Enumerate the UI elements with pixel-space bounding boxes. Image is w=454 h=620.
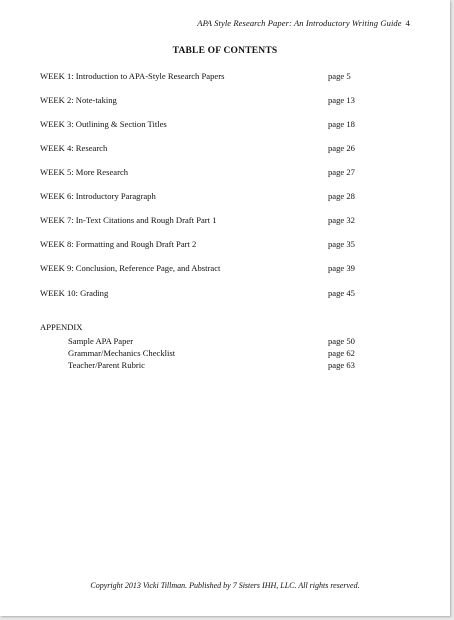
toc-entry-week-8: [40, 237, 380, 251]
appendix-item-label: Sample APA Paper: [68, 336, 134, 346]
running-head-title: APA Style Research Paper: An Introductory Writing Guide: [197, 18, 402, 28]
toc-entry-label: WEEK 10: Grading: [40, 288, 109, 298]
toc-entry-page: page 26: [328, 143, 355, 153]
toc-entry-page: page 5: [328, 71, 351, 81]
toc-entry-page: page 39: [328, 263, 355, 273]
toc-entry-page: page 27: [328, 167, 355, 177]
appendix-item-page: page 50: [328, 336, 355, 346]
toc-entry-week-7: [40, 213, 380, 227]
appendix-item-page: page 62: [328, 348, 355, 358]
toc-entry-week-10: [40, 286, 380, 300]
toc-entry-label: WEEK 4: Research: [40, 143, 108, 153]
toc-entry-page: page 35: [328, 239, 355, 249]
toc-entry-week-5: [40, 165, 380, 179]
toc-entry-label: WEEK 3: Outlining & Section Titles: [40, 119, 167, 129]
appendix-item-label: Teacher/Parent Rubric: [68, 360, 145, 370]
toc-entry-page: page 28: [328, 191, 355, 201]
toc-entry-label: WEEK 6: Introductory Paragraph: [40, 191, 156, 201]
appendix-item-checklist: [68, 347, 380, 359]
toc-entry-week-6: [40, 189, 380, 203]
appendix-item-label: Grammar/Mechanics Checklist: [68, 348, 176, 358]
toc-entry-week-1: [40, 69, 380, 83]
appendix-heading: APPENDIX: [40, 322, 83, 332]
toc-entry-page: page 18: [328, 119, 355, 129]
toc-entry-week-3: [40, 117, 380, 131]
toc-entry-label: WEEK 8: Formatting and Rough Draft Part 2: [40, 239, 197, 249]
running-head: [197, 18, 410, 28]
page-number: 4: [405, 18, 410, 28]
copyright-footer: Copyright 2013 Vicki Tillman. Published by 7 Sisters IHH, LLC. All rights reserved.: [90, 581, 360, 590]
toc-entry-week-9: [40, 261, 380, 275]
toc-entry-label: WEEK 2: Note-taking: [40, 95, 117, 105]
toc-entry-week-2: [40, 93, 380, 107]
appendix-item-page: page 63: [328, 360, 355, 370]
toc-entry-page: page 32: [328, 215, 355, 225]
appendix-item-rubric: [68, 359, 380, 371]
toc-entry-label: WEEK 5: More Research: [40, 167, 129, 177]
toc-entry-label: WEEK 7: In-Text Citations and Rough Draft Part 1: [40, 215, 217, 225]
toc-entry-label: WEEK 9: Conclusion, Reference Page, and Abstract: [40, 263, 221, 273]
toc-entry-page: page 45: [328, 288, 355, 298]
toc-entry-label: WEEK 1: Introduction to APA-Style Research Papers: [40, 71, 225, 81]
toc-entry-page: page 13: [328, 95, 355, 105]
toc-title: TABLE OF CONTENTS: [172, 46, 278, 56]
appendix-item-sample-paper: [68, 335, 380, 347]
toc-entry-week-4: [40, 141, 380, 155]
